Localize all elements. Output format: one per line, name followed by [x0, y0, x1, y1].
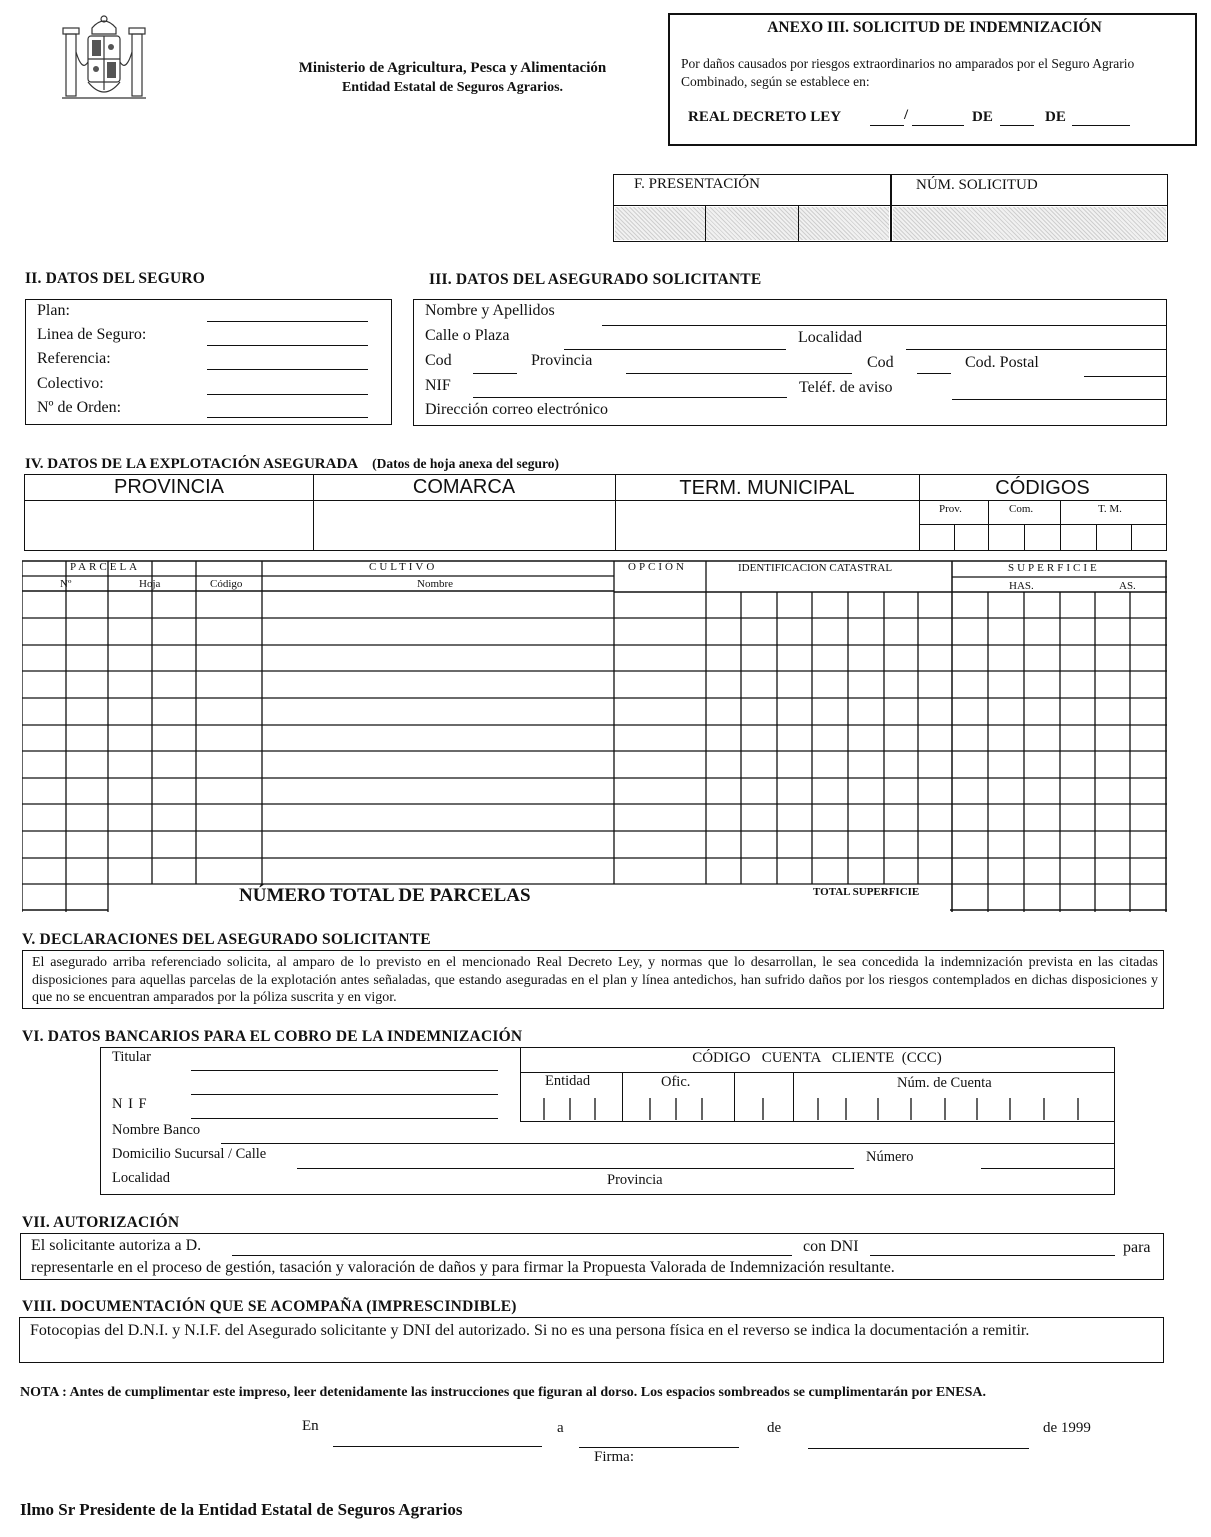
authorization-text-a: El solicitante autoriza a D.: [31, 1237, 202, 1254]
telef-field[interactable]: [952, 399, 1167, 400]
col-as-label: AS.: [1119, 580, 1136, 592]
registry-box: [613, 174, 1168, 242]
addressee-text: Ilmo Sr Presidente de la Entidad Estatal de Seguros Agrarios: [20, 1500, 463, 1519]
col-codigo-label: Código: [210, 578, 243, 590]
cod-postal-field[interactable]: [1084, 376, 1167, 377]
localidad-label: Localidad: [798, 329, 862, 346]
orden-field[interactable]: [207, 417, 368, 418]
parcela-header: PARCELA: [70, 561, 141, 573]
nif-field[interactable]: [473, 397, 787, 398]
calle-label: Calle o Plaza: [425, 327, 510, 344]
num-solicitud-label: NÚM. SOLICITUD: [916, 177, 1038, 193]
referencia-label: Referencia:: [37, 350, 111, 367]
coat-of-arms-logo: [58, 12, 150, 108]
total-superficie-label: TOTAL SUPERFICIE: [813, 886, 920, 898]
num-cuenta-label: Núm. de Cuenta: [897, 1075, 992, 1091]
entidad-label: Entidad: [545, 1073, 591, 1089]
tm-code-label: T. M.: [1098, 503, 1122, 515]
numero-field[interactable]: [981, 1168, 1114, 1169]
section-4-title: IV. DATOS DE LA EXPLOTACIÓN ASEGURADA: [25, 456, 359, 472]
linea-seguro-field[interactable]: [207, 345, 368, 346]
annex-text: Por daños causados por riesgos extraordinarios no amparados por el Seguro Agrario Combinado, según se establece en:: [681, 56, 1135, 89]
de-label: de: [767, 1420, 782, 1436]
prov-code-label: Prov.: [939, 503, 962, 515]
provincia-header: PROVINCIA: [113, 476, 225, 498]
documentation-text: Fotocopias del D.N.I. y N.I.F. del Asegurado solicitante y DNI del autorizado. Si no es una persona física en el reverso se indica la documentación a remitir.: [30, 1322, 1030, 1339]
email-label: Dirección correo electrónico: [425, 401, 609, 418]
titular-field-2[interactable]: [191, 1094, 498, 1095]
cod-label-1: Cod: [425, 352, 452, 369]
section-7-title: VII. AUTORIZACIÓN: [22, 1214, 180, 1231]
term-municipal-header: TERM. MUNICIPAL: [679, 477, 855, 499]
colectivo-label: Colectivo:: [37, 375, 104, 392]
titular-field-1[interactable]: [191, 1070, 498, 1071]
location-table: [24, 474, 1167, 551]
bank-localidad-label: Localidad: [112, 1170, 170, 1186]
section-6-title: VI. DATOS BANCARIOS PARA EL COBRO DE LA INDEMNIZACIÓN: [22, 1028, 523, 1045]
superficie-header: SUPERFICIE: [1008, 562, 1100, 574]
section-3-title: III. DATOS DEL ASEGURADO SOLICITANTE: [429, 271, 762, 288]
provincia-field[interactable]: [626, 373, 852, 374]
num-solicitud-shaded-field[interactable]: [893, 207, 1166, 240]
comarca-header: COMARCA: [412, 476, 516, 498]
nota-text: NOTA : Antes de cumplimentar este impreso, leer detenidamente las instrucciones que figuran al dorso. Los espacios sombreados se cumplimentarán por ENESA.: [20, 1385, 986, 1400]
section-4-subtitle: (Datos de hoja anexa del seguro): [372, 456, 560, 471]
linea-seguro-label: Linea de Seguro:: [37, 326, 147, 343]
f-presentacion-label: F. PRESENTACIÓN: [634, 176, 760, 192]
f-presentacion-shaded-field[interactable]: [615, 207, 889, 240]
authorized-dni-field[interactable]: [870, 1255, 1115, 1256]
nombre-banco-label: Nombre Banco: [112, 1122, 201, 1138]
nombre-banco-field[interactable]: [221, 1143, 1114, 1144]
declarations-box: [22, 950, 1164, 1009]
cultivo-header: CULTIVO: [369, 561, 438, 573]
en-label: En: [302, 1418, 319, 1434]
col-n-label: Nº: [60, 578, 72, 590]
titular-label: Titular: [112, 1049, 151, 1065]
domicilio-field[interactable]: [297, 1168, 854, 1169]
cod-field-1[interactable]: [473, 373, 517, 374]
domicilio-label: Domicilio Sucursal / Calle: [112, 1146, 267, 1162]
section-4-title-row: [25, 455, 559, 473]
total-parcelas-label: NÚMERO TOTAL DE PARCELAS: [239, 885, 531, 906]
section-2-title: II. DATOS DEL SEGURO: [25, 270, 206, 287]
decree-label: REAL DECRETO LEY: [688, 109, 842, 125]
nif-label: NIF: [425, 377, 451, 394]
authorization-text-line2: representarle en el proceso de gestión, tasación y valoración de daños y para firmar la Propuesta Valorada de Indemnización resultante.: [31, 1259, 895, 1276]
year-label: de 1999: [1043, 1420, 1091, 1436]
declarations-text: El asegurado arriba referenciado solicita, al amparo de lo previsto en el mencionado Real Decreto Ley, y normas que lo desarrollan, le sea concedida la indemnización prevista en las citadas disposiciones para aquellas parcelas de la explotación antes señaladas, que estando aseguradas en el plan y línea antedichos, han sufrido daños por los riesgos contemplados en dichas disposiciones y que no se encuentran amparados por la póliza suscrita y en vigor.: [32, 955, 1158, 1005]
annex-box: ANEXO III. SOLICITUD DE INDEMNIZACIÓN Por daños causados por riesgos extraordinarios no amparados por el Seguro Agrario Combinado, según se establece en: REAL DECRETO LEY / DE DE: [668, 13, 1197, 146]
numero-label: Número: [866, 1149, 914, 1165]
col-hoja-label: Hoja: [139, 578, 161, 590]
place-field[interactable]: [333, 1446, 542, 1447]
ofic-label: Ofic.: [661, 1074, 691, 1090]
insurance-data-box: [25, 299, 392, 425]
bank-nif-label: N I F: [112, 1096, 148, 1112]
col-has-label: HAS.: [1009, 580, 1034, 592]
day-field[interactable]: [579, 1447, 739, 1448]
a-label: a: [557, 1420, 564, 1436]
annex-title: ANEXO III. SOLICITUD DE INDEMNIZACIÓN: [767, 19, 1102, 36]
entity-name: Entidad Estatal de Seguros Agrarios.: [341, 80, 564, 95]
cod-postal-label: Cod. Postal: [965, 354, 1039, 371]
insured-data-box: [413, 299, 1167, 426]
authorization-text-c: para: [1123, 1239, 1151, 1256]
month-field[interactable]: [808, 1448, 1029, 1449]
plan-label: Plan:: [37, 302, 70, 319]
nombre-field[interactable]: [602, 325, 1167, 326]
col-nombre-label: Nombre: [417, 578, 454, 590]
referencia-field[interactable]: [207, 369, 368, 370]
section-8-title: VIII. DOCUMENTACIÓN QUE SE ACOMPAÑA (IMPRESCINDIBLE): [22, 1298, 517, 1315]
firma-label: Firma:: [594, 1449, 634, 1465]
ccc-label: CÓDIGO CUENTA CLIENTE (CCC): [692, 1050, 942, 1066]
telef-label: Teléf. de aviso: [799, 379, 893, 396]
section-5-title: V. DECLARACIONES DEL ASEGURADO SOLICITANTE: [22, 931, 431, 948]
provincia-label: Provincia: [531, 352, 593, 369]
opcion-header: OPCIÓN: [628, 561, 687, 573]
localidad-field[interactable]: [906, 349, 1167, 350]
bank-provincia-label: Provincia: [607, 1172, 663, 1188]
authorization-box: [20, 1233, 1164, 1280]
documentation-box: [19, 1317, 1164, 1363]
parcel-table: [22, 560, 1167, 914]
calle-field[interactable]: [564, 349, 786, 350]
com-code-label: Com.: [1009, 503, 1034, 515]
ccc-digit-boxes[interactable]: [520, 1094, 1114, 1122]
catastral-header: IDENTIFICACION CATASTRAL: [738, 562, 893, 574]
colectivo-field[interactable]: [207, 394, 368, 395]
bank-data-box: [100, 1047, 1115, 1195]
bank-nif-field[interactable]: [191, 1118, 498, 1119]
authorization-text-b: con DNI: [803, 1238, 859, 1255]
cod-label-2: Cod: [867, 354, 894, 371]
authorized-person-field[interactable]: [232, 1255, 792, 1256]
ministry-name: Ministerio de Agricultura, Pesca y Alimentación: [298, 60, 607, 76]
plan-field[interactable]: [207, 321, 368, 322]
orden-label: Nº de Orden:: [37, 399, 122, 416]
nombre-label: Nombre y Apellidos: [425, 302, 555, 319]
codigos-header: CÓDIGOS: [995, 477, 1090, 499]
cod-field-2[interactable]: [917, 373, 951, 374]
